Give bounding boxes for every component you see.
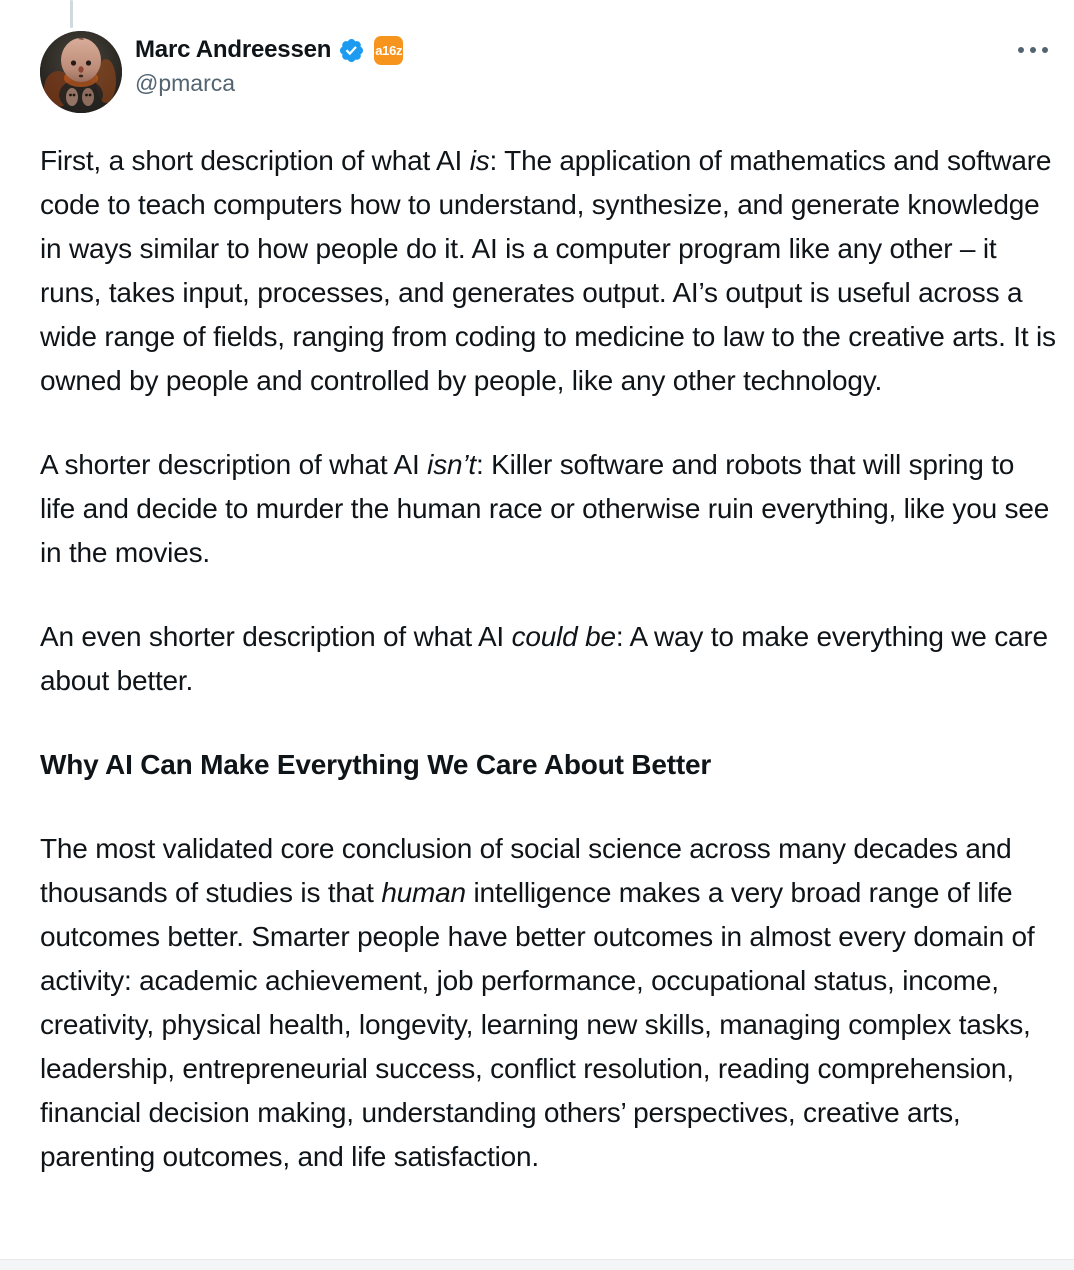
tweet-paragraph: An even shorter description of what AI could be: A way to make everything we care about better. — [40, 621, 1048, 696]
author-handle[interactable]: @pmarca — [135, 70, 236, 96]
bottom-boundary-strip — [0, 1259, 1074, 1270]
ellipsis-icon — [1042, 47, 1048, 53]
avatar-image — [40, 31, 122, 113]
tweet-text — [0, 113, 1074, 1179]
author-info — [135, 31, 403, 98]
ellipsis-icon — [1030, 47, 1036, 53]
author-display-name[interactable]: Marc Andreessen — [135, 36, 332, 63]
avatar[interactable] — [40, 31, 122, 113]
affiliate-badge-a16z[interactable]: a16z — [374, 36, 403, 65]
more-options-button[interactable] — [1014, 43, 1052, 57]
author-name-row — [135, 35, 403, 65]
tweet-header — [0, 0, 1074, 113]
tweet-heading: Why AI Can Make Everything We Care About Better — [40, 749, 712, 780]
tweet-paragraph: First, a short description of what AI is: The application of mathematics and software code to teach computers how to understand, synthesize, and generate knowledge in ways similar to how people do it. AI is a computer program like any other – it runs, takes input, processes, and generates output. AI’s output is useful across a wide range of fields, ranging from coding to medicine to law to the creative arts. It is owned by people and controlled by people, like any other technology. — [40, 145, 1056, 396]
thread-connector-line — [70, 0, 73, 28]
tweet-paragraph: A shorter description of what AI isn’t: Killer software and robots that will spring to life and decide to murder the human race or otherwise ruin everything, like you see in the movies. — [40, 449, 1050, 568]
tweet-paragraph: The most validated core conclusion of social science across many decades and thousands of studies is that human intelligence makes a very broad range of life outcomes better. Smarter people have better outcomes in almost every domain of activity: academic achievement, job performance, occupational status, income, creativity, physical health, longevity, learning new skills, managing complex tasks, leadership, entrepreneurial success, conflict resolution, reading comprehension, financial decision making, understanding others’ perspectives, creative arts, parenting outcomes, and life satisfaction. — [40, 833, 1035, 1172]
ellipsis-icon — [1018, 47, 1024, 53]
verified-badge-icon — [338, 37, 365, 64]
